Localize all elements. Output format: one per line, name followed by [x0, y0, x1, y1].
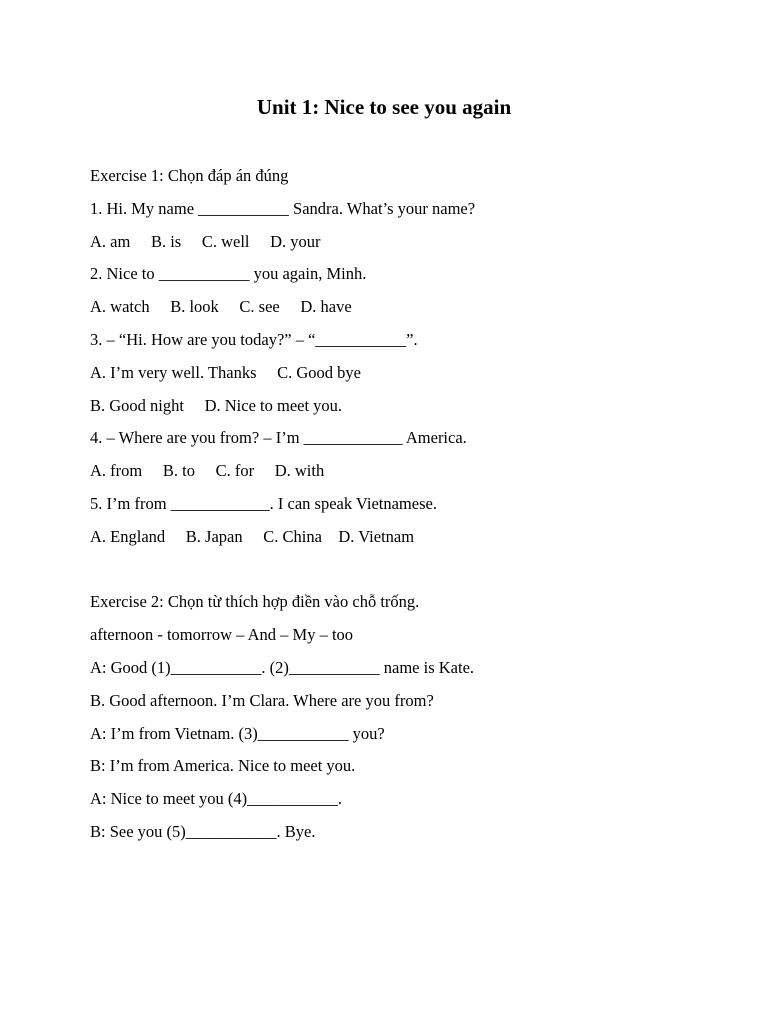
exercise-2-dialogue-line-1: A: Good (1)___________. (2)___________ name is Kate.: [90, 657, 475, 677]
exercise-1-options-1: A. am B. is C. well D. your: [90, 231, 321, 251]
exercise-1-question-3: 3. – “Hi. How are you today?” – “___________”.: [90, 329, 418, 349]
document-body: [90, 160, 710, 849]
exercise-1-options-2: A. watch B. look C. see D. have: [90, 297, 352, 317]
exercise-2-dialogue-line-5: A: Nice to meet you (4)___________.: [90, 789, 343, 809]
exercise-1-heading: Exercise 1: Chọn đáp án đúng: [90, 166, 289, 185]
exercise-1-question-2: 2. Nice to ___________ you again, Minh.: [90, 264, 367, 284]
page-title: Unit 1: Nice to see you again: [256, 95, 512, 119]
exercise-1-options-3b: B. Good night D. Nice to meet you.: [90, 395, 343, 415]
exercise-2-dialogue-line-4: B: I’m from America. Nice to meet you.: [90, 756, 356, 776]
exercise-2-dialogue-line-3: A: I’m from Vietnam. (3)___________ you?: [90, 723, 385, 743]
section-spacer: [90, 554, 710, 587]
exercise-1-question-5: 5. I’m from ____________. I can speak Vietnamese.: [90, 493, 437, 513]
exercise-1-options-3a: A. I’m very well. Thanks C. Good bye: [90, 362, 361, 382]
exercise-2-word-bank: afternoon - tomorrow – And – My – too: [90, 625, 354, 645]
exercise-2-dialogue-line-2: B. Good afternoon. I’m Clara. Where are you from?: [90, 690, 434, 710]
exercise-1-options-4: A. from B. to C. for D. with: [90, 461, 325, 481]
exercise-1-question-1: 1. Hi. My name ___________ Sandra. What’s your name?: [90, 198, 476, 218]
exercise-1-question-4: 4. – Where are you from? – I’m ____________ America.: [90, 428, 467, 448]
exercise-2-dialogue-line-6: B: See you (5)___________. Bye.: [90, 821, 316, 841]
exercise-2-heading: Exercise 2: Chọn từ thích hợp điền vào chỗ trống.: [90, 592, 420, 612]
exercise-1-options-5: A. England B. Japan C. China D. Vietnam: [90, 526, 415, 546]
